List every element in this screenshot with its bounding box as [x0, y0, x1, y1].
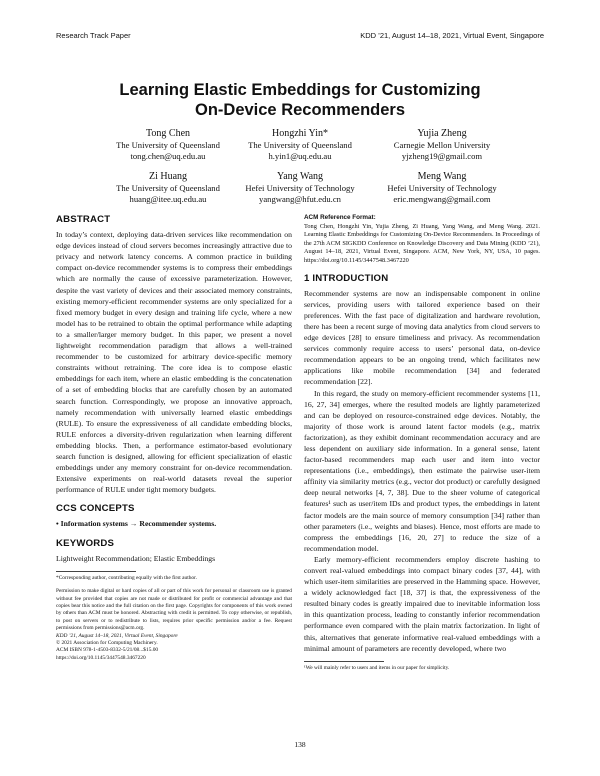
author-email: huang@itee.uq.edu.au — [129, 194, 207, 204]
author-name: Yang Wang — [276, 171, 324, 182]
author-name: Meng Wang — [417, 171, 467, 182]
running-header-right: KDD ’21, August 14–18, 2021, Virtual Event, Singapore — [360, 31, 544, 40]
author-affiliation: Hefei University of Technology — [245, 183, 355, 193]
footnote-corresponding: *Corresponding author, contributing equally with the first author. — [56, 574, 197, 581]
author-email: tong.chen@uq.edu.au — [130, 151, 206, 161]
acm-ref-text: Tong Chen, Hongzhi Yin, Yujia Zheng, Zi Huang, Yang Wang, and Meng Wang. 2021. Learning Elastic Embeddings for Customizing On-Device Recommenders. In Proceedings of the 27th ACM SIGKDD Conference on Knowledge Discovery and Data Mining (KDD ’21), August 14–18, 2021, Virtual Event, Singapore. ACM, New York, NY, USA, 10 pages. https://doi.org/10.1145/3447548.3467220 — [304, 222, 540, 264]
acm-ref-heading: ACM Reference Format: — [304, 214, 376, 221]
author-email: yjzheng19@gmail.com — [401, 151, 483, 161]
permission-text: Permission to make digital or hard copies of all or part of this work for personal or classroom use is granted without fee provided that copies are not made or distributed for profit or commercial advantage and that copies bear this notice and the full citation on the first page. Copyrights for components of this work owned by others than ACM must be honored. Abstracting with credit is permitted. To copy otherwise, or republish, to post on servers or to redistribute to lists, requires prior specific permission and/or a fee. Request permissions from permissions@acm.org. — [56, 588, 292, 632]
permission-isbn: ACM ISBN 978-1-4503-8332-5/21/08...$15.00 — [56, 647, 159, 654]
author-block — [220, 170, 380, 205]
author-name: Yujia Zheng — [417, 128, 467, 139]
author-affiliation: The University of Queensland — [116, 183, 220, 193]
author-email: yangwang@hfut.edu.cn — [259, 194, 341, 204]
author-block — [362, 170, 522, 205]
abstract-heading: ABSTRACT — [56, 214, 111, 225]
abstract-text: In today’s context, deploying data-driven services like recommendation on edge devices instead of cloud servers becomes increasingly attractive due to privacy and network latency concerns. A common practice in building compact on-device recommender systems is to compress their embeddings which are normally the cause of excessive parameterization. However, despite the vast variety of devices and their associated memory constraints, existing memory-efficient recommender systems are only specialized for a fixed memory budget in every design and training life cycle, where a new model has to be retrained to obtain the optimal performance while adapting to a smaller/larger memory budget. In this paper, we present a novel lightweight recommendation paradigm that allows a well-trained recommender to be customized for arbitrary device-specific memory constraints without retraining. The core idea is to compose elastic embeddings for each item, where an elastic embedding is the concatenation of a set of embedding blocks that are carefully chosen by an automated search function. Correspondingly, we propose an innovative approach, namely recommendation with universally learned elastic embeddings (RULE). To ensure the expressiveness of all candidate embedding blocks, RULE enforces a diversity-driven regularization when learning different embedding blocks. Then, a performance estimator-based evolutionary search function is designed, allowing for efficient specialization of elastic embeddings under any memory constraint for on-device recommendation. Extensive experiments on real-world datasets reveal the superior performance of RULE under tight memory budgets. — [56, 230, 292, 495]
footnote-rule — [56, 571, 136, 572]
author-name: Hongzhi Yin* — [271, 128, 328, 139]
permission-doi: https://doi.org/10.1145/3447548.3467220 — [56, 654, 146, 661]
ccs-text: • Information systems → Recommender systems. — [56, 519, 217, 529]
author-affiliation: The University of Queensland — [116, 140, 220, 150]
intro-paragraph-3: Early memory-efficient recommenders employ discrete hashing to convert real-valued embeddings into compact binary codes [37, 44], with which user-item similarities are preserved in the Hamming space. However, a widely acknowledged fact [18, 37] is that, the expressiveness of the resulted binary codes is greatly impaired due to inevitable information loss in this quantization process, leading to constantly inferior recommendation performance even compared with the plain matrix factorization. In light of this, alternatives that generate informative real-valued embeddings with a minimal amount of parameters are recently developed, where two — [304, 554, 540, 653]
author-affiliation: The University of Queensland — [248, 140, 352, 150]
permission-copyright: © 2021 Association for Computing Machinery. — [56, 639, 158, 646]
author-name: Tong Chen — [145, 128, 191, 139]
intro-paragraph-2: In this regard, the study on memory-efficient recommender systems [11, 16, 27, 34] emerges, where the resulted models are lightly parameterized and can be deployed on resource-constrained edge devices. Notably, the majority of those work is around latent factor models (e.g., matrix factorization), as they exhibit dominant recommendation accuracy and are less dependent on auxiliary side information. In a general sense, latent factor-based recommenders map each user and item into vector representations (i.e., embeddings), then estimate the pairwise user-item affinity via similarity metrics (e.g., vector dot product) or carefully designed deep neural networks [4, 7, 38]. Due to the sheer volume of categorical features¹ such as user/item IDs and product types, the embeddings in latent factor models are the main source of memory consumption [34] rather than other parameters (i.e., weights and biases). Hence, most efforts are made to compress the embeddings [16, 20, 27] to reduce the size of a recommendation model. — [304, 388, 540, 553]
page-number: 138 — [294, 740, 306, 749]
paper-title — [0, 80, 600, 120]
author-block — [362, 127, 522, 162]
right-column — [304, 214, 540, 672]
left-column — [56, 214, 292, 662]
author-email: h.yin1@uq.edu.au — [268, 151, 332, 161]
title-line-1: Learning Elastic Embeddings for Customizing — [119, 81, 481, 99]
running-header-left: Research Track Paper — [56, 31, 131, 40]
keywords-heading: KEYWORDS — [56, 537, 115, 549]
permission-venue: KDD ’21, August 14–18, 2021, Virtual Event, Singapore — [56, 632, 178, 639]
author-affiliation: Hefei University of Technology — [387, 183, 497, 193]
ccs-heading: CCS CONCEPTS — [56, 503, 135, 515]
author-affiliation: Carnegie Mellon University — [393, 140, 491, 150]
intro-heading: 1 INTRODUCTION — [304, 272, 389, 284]
author-name: Zi Huang — [148, 171, 188, 182]
author-email: eric.mengwang@gmail.com — [393, 194, 491, 204]
intro-paragraph-1: Recommender systems are now an indispensable component in online services, providing users with tailored experience based on their preferences. With the fast pace of digitalization and hardware revolution, there has been a recent surge of moving data analytics from cloud servers to edge devices [28] to ensure timeliness and privacy. As recommendation services commonly require access to users’ personal data, on-device recommendation appears to be an ongoing trend, which facilitates new applications like mobile recommendation [34] and federated recommendation [22]. — [304, 288, 540, 387]
title-line-2: On-Device Recommenders — [195, 101, 405, 119]
keywords-text: Lightweight Recommendation; Elastic Embeddings — [56, 553, 216, 563]
footnote-users-items: ¹We will mainly refer to users and items in our paper for simplicity. — [304, 664, 450, 671]
author-block — [220, 127, 380, 162]
footnote-rule — [304, 661, 384, 662]
